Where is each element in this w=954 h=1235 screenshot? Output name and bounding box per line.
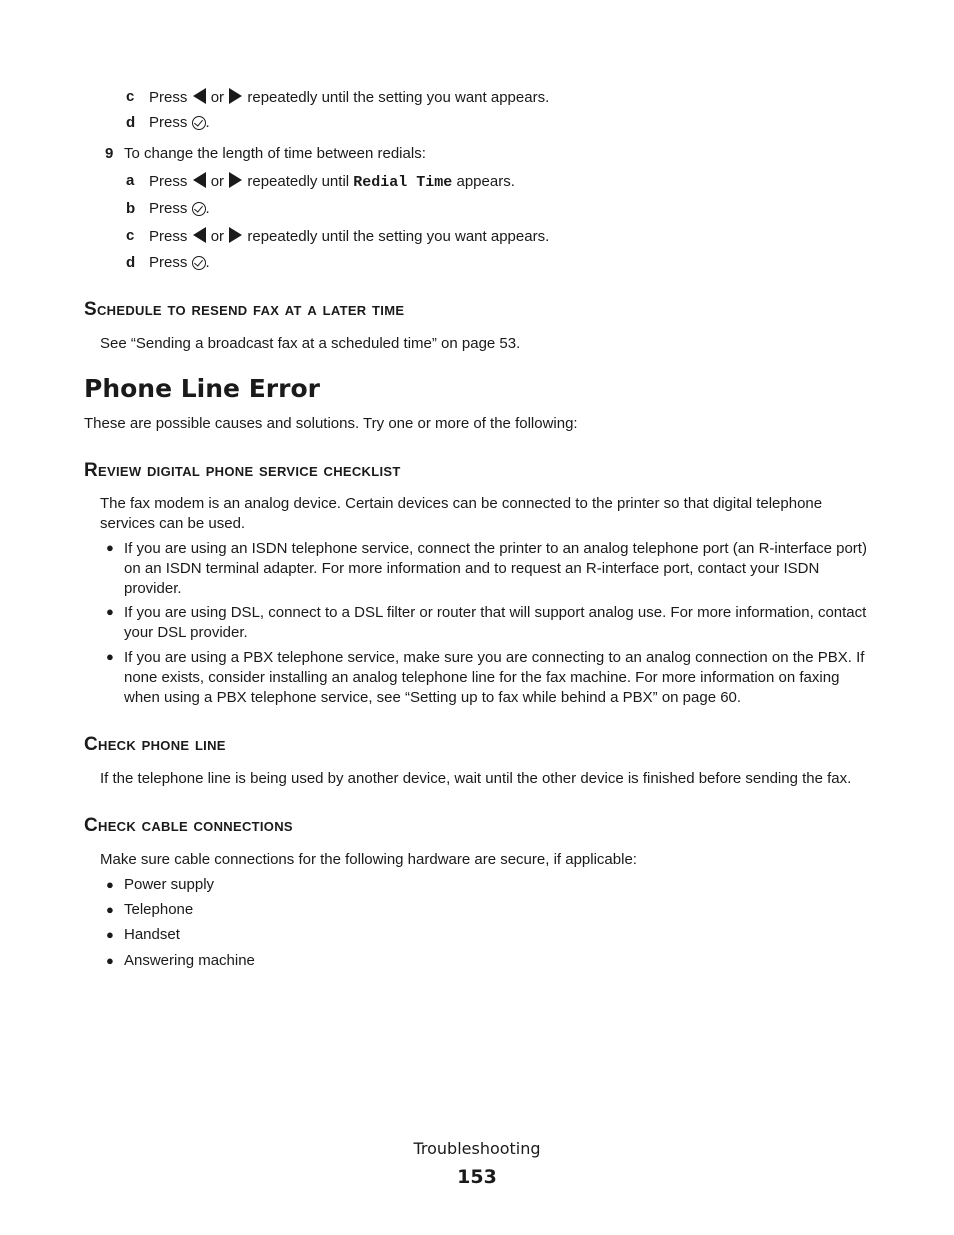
schedule-text: See “Sending a broadcast fax at a scheduled time” on page 53. [100, 335, 521, 352]
intro-text: These are possible causes and solutions. Try one or more of the following: [84, 415, 578, 432]
cable-item-handset: Handset [124, 926, 180, 943]
cable-item-power: Power supply [124, 876, 215, 893]
step-9b-text: Press . [149, 200, 210, 217]
select-check-icon [192, 256, 206, 270]
redial-time-code: Redial Time [353, 174, 453, 191]
review-bullet-pbx: If you are using a PBX telephone service, make sure you are connecting to an analog connection on the PBX. If none exists, consider installing an analog telephone line for the fax machine. For more information on faxing when using a PBX telephone service, see “Setting up to fax while behind a PBX” on page 60. [124, 649, 865, 706]
select-check-icon [192, 202, 206, 216]
step-d-top-text: Press . [149, 114, 210, 131]
right-arrow-icon [229, 227, 242, 243]
cable-item-answering: Answering machine [124, 952, 255, 969]
right-arrow-icon [229, 88, 242, 104]
cable-item-telephone: Telephone [124, 901, 194, 918]
select-check-icon [192, 116, 206, 130]
bullet-icon: ● [106, 604, 114, 619]
left-arrow-icon [193, 172, 206, 188]
step-9d: d [126, 254, 136, 271]
footer-section: Troubleshooting [413, 1139, 541, 1158]
review-bullet-isdn: If you are using an ISDN telephone service, connect the printer to an analog telephone port (an R-interface port) on an ISDN terminal adapter. For more information and to request an R-interface port, contact your ISDN provider. [124, 540, 867, 597]
step-9-text: To change the length of time between redials: [124, 145, 426, 162]
page-title: Phone Line Error [84, 374, 320, 403]
step-9b: b [126, 200, 136, 217]
review-text: The fax modem is an analog device. Certain devices can be connected to the printer so that digital telephone services can be used. [100, 495, 823, 532]
step-9d-text: Press . [149, 254, 210, 271]
check-cable-heading: Check cable connections [84, 815, 293, 836]
step-9c-text: Press or repeatedly until the setting you want appears. [149, 228, 550, 245]
step-9-number: 9 [105, 145, 114, 162]
schedule-heading: Schedule to resend fax at a later time [84, 299, 405, 320]
left-arrow-icon [193, 227, 206, 243]
bullet-icon: ● [106, 953, 114, 968]
bullet-icon: ● [106, 877, 114, 892]
left-arrow-icon [193, 88, 206, 104]
step-9c: c [126, 227, 135, 244]
step-c-top-text: Press or repeatedly until the setting you want appears. [149, 89, 550, 106]
bullet-icon: ● [106, 649, 114, 664]
step-9a-text: Press or repeatedly until Redial Time appears. [149, 173, 515, 191]
review-bullet-dsl: If you are using DSL, connect to a DSL filter or router that will support analog use. For more information, contact your DSL provider. [124, 604, 867, 641]
check-phone-text: If the telephone line is being used by another device, wait until the other device is finished before sending the fax. [100, 770, 852, 787]
bullet-icon: ● [106, 540, 114, 555]
bullet-icon: ● [106, 927, 114, 942]
bullet-icon: ● [106, 902, 114, 917]
check-cable-text: Make sure cable connections for the following hardware are secure, if applicable: [100, 851, 637, 868]
step-d-top: d [126, 114, 136, 131]
step-c-top: c [126, 88, 135, 105]
review-heading: Review digital phone service checklist [84, 460, 401, 481]
right-arrow-icon [229, 172, 242, 188]
page-number: 153 [457, 1166, 497, 1188]
step-9a: a [126, 172, 135, 189]
check-phone-heading: Check phone line [84, 734, 226, 755]
